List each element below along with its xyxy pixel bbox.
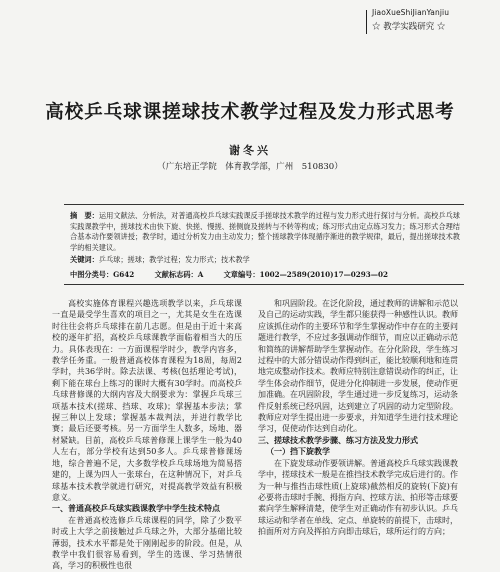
section-heading: 三、搓球技术教学步骤、练习方法及发力形式 <box>258 434 418 445</box>
section-heading: 一、普通高校乒乓球实践课教学中学生技术特点 <box>52 503 220 514</box>
abstract-top-rule <box>64 204 464 205</box>
abstract-label: 摘 要： <box>70 211 99 220</box>
body-column-left <box>52 298 242 572</box>
journal-header <box>372 8 496 32</box>
author-affiliation: （广东培正学院 体育教学部，广州 510830） <box>157 162 343 172</box>
abstract-text: 运用文献法、分析法，对普通高校乒乓球实践课反手搓球技术教学的过程与发力形式进行探讨与分析。高校乒乓球实践课教学中，搓球技术由快下旋、快搓、慢搓、搓侧旋及搓转与不转等构成；练习形式由定点练习发力；练习形式合理结合基本动作要领讲授；教学时，通过分析发力由主动发力；整个搓球教学体现循序渐进的教学规律，最后，提出搓球技术教学的相关建议。 <box>70 211 460 252</box>
body-paragraph: 在普通高校选修乒乓球课程的同学，除了少数平时或上大学之前接触过乒乓球之外，大部分基础比较薄弱，技术水平都是处于刚刚起步的阶段。但是，从教学中我们很容易看到，学生的选课、学习热情很高，学习的积极性也很 <box>52 515 242 571</box>
classification-row <box>70 270 460 280</box>
keywords-label: 关键词： <box>70 255 99 264</box>
body-column-right <box>258 298 458 538</box>
keywords <box>70 255 460 265</box>
journal-section: ☆ 教学实践研究 ☆ <box>372 22 446 32</box>
body-paragraph: 高校实施体育课程兴趣选项教学以来，乒乓球课一直是最受学生喜欢的项目之一，尤其是女生在选课时往往会将乒乓球排在前几志愿。但是由于近十来高校的逐年扩招，高校乒乓球课教学面临着相当大的压力。具体表现在：一方面课程学时少，教学内容多，教学任务重。一般普通高校体育课程为18周，每周2学时，共36学时。除去法课、考核(包括理论考试)，剩下能在球台上练习的课时大概有30学时。而高校乒乓球普修课的大纲内容及大纲要求为：掌握乒乓球三项基本技术(搓球、挡球、攻球)；掌握基本步法；掌握三种以上发球；掌握基本裁判法，并进行教学比赛；最后还要考核。另一方面学生人数多，场地、器材紧缺。目前，高校乒乓球普修课上课学生一般为40人左右，部分学校有达到50多人。乒乓球普修课场地，综合普遍不足，大多数学校乒乓球场地为简易搭建的，上课为四人一张球台，在这种情况下，对乒乓球基本技术教学就进行研究，对提高教学效益有积极意义。 <box>52 299 242 502</box>
document-code: 文献标志码：A <box>154 270 204 279</box>
abstract-bottom-rule <box>64 284 464 285</box>
author-name: 谢冬兴 <box>229 144 271 157</box>
body-paragraph: 和巩固阶段。在泛化阶段，通过教师的讲解和示范以及自己的运动实践，学生都只能获得一种感性认识。教师应该抓住动作的主要环节和学生掌握动作中存在的主要问题进行教学，不应过多强调动作细节，而应以正确动示范和简练的讲解帮助学生掌握动作。在分化阶段，学生练习过程中的大部分错误动作得到纠正，能比较顺利地和连贯地完成整动作技术。教师应特别注意错误动作的纠正，让学生体会动作细节，促进分化抑制进一步发展，使动作更加准确。在巩固阶段，学生通过进一步反复练习，运动条件反射系统已经巩固，达到建立了巩固的动力定型阶段。教师应对学生提出进一步要求，并知道学生进行技术理论学习，促使动作达到自动化。 <box>258 299 458 434</box>
header-divider <box>366 10 367 34</box>
keywords-text: 乒乓球；搓球；教学过程；发力形式；技术教学 <box>98 255 250 264</box>
body-paragraph: 在下旋发球动作要领讲解。普通高校乒乓球实践课教学中，搓球技术一般是在推挡技术教学完成后进行的。作为一种与推挡击球性质(上旋球)截然相反的旋转(下旋)有必要将击球时手腕、拇指方向、控球方法、拍形等击球要素向学生解释清楚，使学生对正确动作有初步认识。乒乓球运动和学者在单线、定点、单旋转的前提下，击球时，拍面所对方向及挥拍方向即击球后，球所运行的方向； <box>258 458 458 537</box>
article-number: 文章编号：1002—2589(2010)17—0293—02 <box>223 270 388 279</box>
subsection-heading: （一）挡下旋教学 <box>266 446 330 457</box>
journal-name-en: JiaoXueShiJianYanjiu <box>372 8 450 17</box>
clc-number: 中图分类号：G642 <box>70 270 135 279</box>
abstract <box>70 211 460 253</box>
paper-title: 高校乒乓球课搓球技术教学过程及发力形式思考 <box>45 102 455 123</box>
